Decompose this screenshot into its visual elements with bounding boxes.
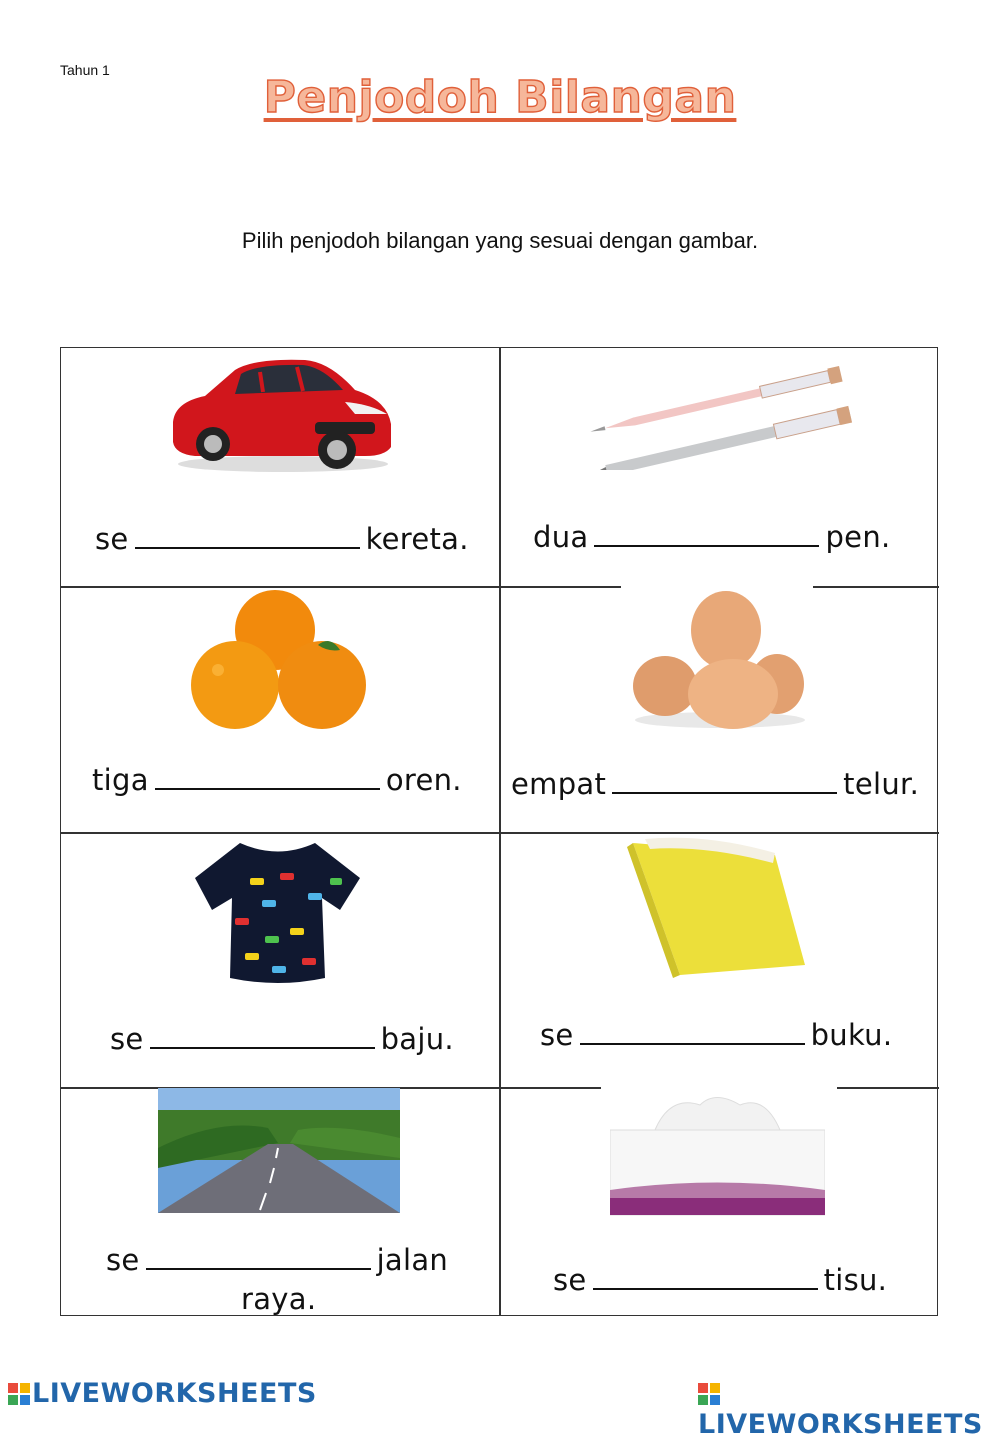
brand-text: LIVEWORKSHEETS xyxy=(698,1409,983,1440)
answer-blank[interactable] xyxy=(593,1264,818,1290)
tissue-box-image xyxy=(610,1090,825,1218)
book-image xyxy=(625,835,815,980)
liveworksheets-logo-right[interactable] xyxy=(698,1378,1000,1440)
liveworksheets-badge-icon xyxy=(8,1383,30,1405)
suffix-word: oren. xyxy=(385,763,462,797)
answer-blank[interactable] xyxy=(155,764,380,790)
suffix-word: jalan xyxy=(376,1243,449,1277)
liveworksheets-badge-icon xyxy=(698,1383,720,1405)
prefix-word: dua xyxy=(533,520,589,554)
sentence-buku xyxy=(540,1018,892,1052)
shirt-image xyxy=(190,838,365,988)
grade-label: Tahun 1 xyxy=(60,62,110,78)
sentence-tisu xyxy=(553,1263,887,1297)
suffix-word: kereta. xyxy=(365,522,469,556)
grid-divider-row1-right-b xyxy=(813,586,939,588)
answer-blank[interactable] xyxy=(146,1244,371,1270)
grid-divider-row3-right-b xyxy=(837,1087,939,1089)
page-title: Penjodoh Bilangan xyxy=(263,72,737,123)
sentence-jalan-raya xyxy=(106,1243,448,1277)
sentence-oren xyxy=(92,763,462,797)
prefix-word: se xyxy=(95,522,129,556)
grid-divider-row3-right-a xyxy=(499,1087,601,1089)
eggs-image xyxy=(625,590,815,730)
brand-text: LIVEWORKSHEETS xyxy=(32,1378,317,1409)
sentence-jalan-raya-line2: raya. xyxy=(241,1282,317,1316)
suffix-word: baju. xyxy=(380,1022,454,1056)
grid-divider-row2 xyxy=(61,832,939,834)
suffix-word: telur. xyxy=(843,767,920,801)
prefix-word: se xyxy=(540,1018,574,1052)
prefix-word: empat xyxy=(511,767,607,801)
pens-image xyxy=(585,360,855,470)
oranges-image xyxy=(190,590,375,735)
grid-divider-row1-left xyxy=(61,586,499,588)
car-image xyxy=(165,352,395,477)
suffix-word: tisu. xyxy=(823,1263,888,1297)
liveworksheets-logo-left[interactable] xyxy=(8,1378,317,1409)
answer-blank[interactable] xyxy=(135,523,360,549)
prefix-word: se xyxy=(553,1263,587,1297)
grid-divider-row1-right-a xyxy=(499,586,621,588)
suffix-word: buku. xyxy=(810,1018,893,1052)
instruction-text: Pilih penjodoh bilangan yang sesuai dengan gambar. xyxy=(241,228,759,253)
sentence-baju xyxy=(110,1022,454,1056)
sentence-kereta xyxy=(95,522,469,556)
answer-blank[interactable] xyxy=(594,521,819,547)
answer-blank[interactable] xyxy=(580,1019,805,1045)
road-image xyxy=(158,1088,400,1213)
answer-blank[interactable] xyxy=(612,768,837,794)
prefix-word: se xyxy=(106,1243,140,1277)
sentence-pen xyxy=(533,520,891,554)
prefix-word: tiga xyxy=(92,763,149,797)
suffix-word: pen. xyxy=(825,520,891,554)
prefix-word: se xyxy=(110,1022,144,1056)
answer-blank[interactable] xyxy=(150,1023,375,1049)
sentence-telur xyxy=(511,767,919,801)
